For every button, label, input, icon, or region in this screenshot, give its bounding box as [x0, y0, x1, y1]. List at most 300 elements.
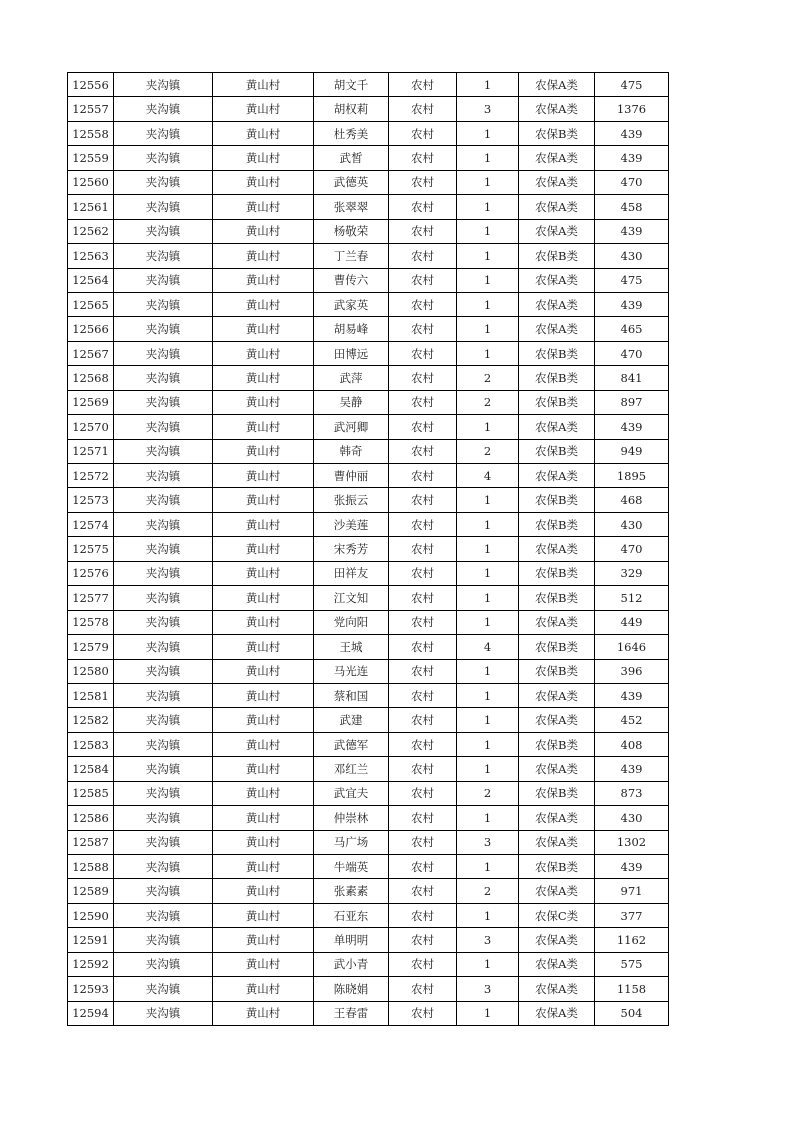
cell-village: 黄山村: [213, 121, 314, 145]
cell-insurance-type: 农保A类: [519, 146, 595, 170]
table-row: [68, 781, 669, 805]
cell-area-type: 农村: [389, 73, 457, 97]
cell-amount: 512: [595, 586, 669, 610]
cell-household-count: 3: [457, 97, 519, 121]
cell-person-name: 田博远: [314, 341, 389, 365]
cell-area-type: 农村: [389, 292, 457, 316]
cell-household-count: 1: [457, 317, 519, 341]
cell-record-id: 12568: [68, 366, 114, 390]
cell-amount: 475: [595, 73, 669, 97]
cell-person-name: 胡权莉: [314, 97, 389, 121]
table-row: [68, 977, 669, 1001]
cell-amount: 504: [595, 1001, 669, 1025]
cell-village: 黄山村: [213, 708, 314, 732]
cell-household-count: 1: [457, 537, 519, 561]
cell-insurance-type: 农保A类: [519, 97, 595, 121]
cell-person-name: 曹传六: [314, 268, 389, 292]
cell-insurance-type: 农保B类: [519, 586, 595, 610]
cell-area-type: 农村: [389, 146, 457, 170]
cell-insurance-type: 农保A类: [519, 1001, 595, 1025]
cell-record-id: 12566: [68, 317, 114, 341]
cell-person-name: 武德军: [314, 732, 389, 756]
cell-town: 夹沟镇: [114, 537, 213, 561]
table-row: [68, 537, 669, 561]
cell-person-name: 武萍: [314, 366, 389, 390]
cell-insurance-type: 农保A类: [519, 317, 595, 341]
cell-town: 夹沟镇: [114, 903, 213, 927]
cell-amount: 1162: [595, 928, 669, 952]
cell-amount: 841: [595, 366, 669, 390]
cell-record-id: 12569: [68, 390, 114, 414]
cell-town: 夹沟镇: [114, 586, 213, 610]
cell-insurance-type: 农保B类: [519, 121, 595, 145]
cell-household-count: 1: [457, 244, 519, 268]
cell-household-count: 2: [457, 366, 519, 390]
cell-record-id: 12571: [68, 439, 114, 463]
cell-record-id: 12582: [68, 708, 114, 732]
cell-town: 夹沟镇: [114, 659, 213, 683]
cell-insurance-type: 农保A类: [519, 952, 595, 976]
table-row: [68, 586, 669, 610]
cell-household-count: 2: [457, 390, 519, 414]
cell-amount: 430: [595, 806, 669, 830]
cell-person-name: 武家英: [314, 292, 389, 316]
cell-village: 黄山村: [213, 830, 314, 854]
table-row: [68, 952, 669, 976]
cell-insurance-type: 农保A类: [519, 195, 595, 219]
cell-record-id: 12574: [68, 512, 114, 536]
cell-amount: 470: [595, 170, 669, 194]
cell-area-type: 农村: [389, 879, 457, 903]
cell-record-id: 12565: [68, 292, 114, 316]
cell-amount: 439: [595, 219, 669, 243]
cell-insurance-type: 农保B类: [519, 512, 595, 536]
cell-household-count: 4: [457, 635, 519, 659]
table-row: [68, 317, 669, 341]
cell-area-type: 农村: [389, 415, 457, 439]
cell-village: 黄山村: [213, 586, 314, 610]
cell-town: 夹沟镇: [114, 219, 213, 243]
cell-amount: 439: [595, 683, 669, 707]
table-row: [68, 292, 669, 316]
cell-insurance-type: 农保A类: [519, 977, 595, 1001]
cell-insurance-type: 农保A类: [519, 219, 595, 243]
cell-amount: 1302: [595, 830, 669, 854]
cell-person-name: 马广场: [314, 830, 389, 854]
cell-town: 夹沟镇: [114, 415, 213, 439]
cell-area-type: 农村: [389, 806, 457, 830]
cell-town: 夹沟镇: [114, 781, 213, 805]
cell-person-name: 韩奇: [314, 439, 389, 463]
cell-area-type: 农村: [389, 708, 457, 732]
cell-town: 夹沟镇: [114, 317, 213, 341]
table-row: [68, 488, 669, 512]
table-row: [68, 659, 669, 683]
cell-area-type: 农村: [389, 170, 457, 194]
cell-town: 夹沟镇: [114, 928, 213, 952]
cell-amount: 1895: [595, 464, 669, 488]
cell-insurance-type: 农保B类: [519, 732, 595, 756]
cell-household-count: 1: [457, 415, 519, 439]
cell-person-name: 蔡和国: [314, 683, 389, 707]
cell-town: 夹沟镇: [114, 244, 213, 268]
cell-household-count: 4: [457, 464, 519, 488]
cell-amount: 439: [595, 292, 669, 316]
cell-household-count: 1: [457, 586, 519, 610]
cell-area-type: 农村: [389, 268, 457, 292]
cell-town: 夹沟镇: [114, 757, 213, 781]
cell-amount: 873: [595, 781, 669, 805]
cell-amount: 439: [595, 757, 669, 781]
cell-town: 夹沟镇: [114, 683, 213, 707]
cell-area-type: 农村: [389, 464, 457, 488]
cell-area-type: 农村: [389, 586, 457, 610]
table-row: [68, 121, 669, 145]
table-row: [68, 806, 669, 830]
cell-household-count: 3: [457, 977, 519, 1001]
cell-person-name: 武小青: [314, 952, 389, 976]
cell-town: 夹沟镇: [114, 439, 213, 463]
cell-insurance-type: 农保A类: [519, 610, 595, 634]
cell-area-type: 农村: [389, 488, 457, 512]
cell-record-id: 12577: [68, 586, 114, 610]
cell-household-count: 1: [457, 855, 519, 879]
cell-record-id: 12561: [68, 195, 114, 219]
table-row: [68, 757, 669, 781]
cell-insurance-type: 农保A类: [519, 464, 595, 488]
cell-record-id: 12580: [68, 659, 114, 683]
cell-village: 黄山村: [213, 610, 314, 634]
cell-town: 夹沟镇: [114, 341, 213, 365]
cell-person-name: 马光连: [314, 659, 389, 683]
cell-record-id: 12575: [68, 537, 114, 561]
cell-area-type: 农村: [389, 219, 457, 243]
cell-household-count: 1: [457, 732, 519, 756]
cell-town: 夹沟镇: [114, 292, 213, 316]
cell-village: 黄山村: [213, 781, 314, 805]
cell-amount: 408: [595, 732, 669, 756]
table-row: [68, 268, 669, 292]
cell-town: 夹沟镇: [114, 488, 213, 512]
cell-town: 夹沟镇: [114, 561, 213, 585]
cell-area-type: 农村: [389, 341, 457, 365]
cell-record-id: 12590: [68, 903, 114, 927]
cell-person-name: 曹仲丽: [314, 464, 389, 488]
cell-village: 黄山村: [213, 806, 314, 830]
cell-person-name: 张振云: [314, 488, 389, 512]
cell-insurance-type: 农保B类: [519, 659, 595, 683]
cell-town: 夹沟镇: [114, 806, 213, 830]
cell-village: 黄山村: [213, 219, 314, 243]
cell-insurance-type: 农保B类: [519, 341, 595, 365]
table-row: [68, 903, 669, 927]
table-row: [68, 732, 669, 756]
cell-amount: 475: [595, 268, 669, 292]
cell-area-type: 农村: [389, 757, 457, 781]
cell-area-type: 农村: [389, 683, 457, 707]
cell-town: 夹沟镇: [114, 390, 213, 414]
cell-household-count: 1: [457, 561, 519, 585]
cell-household-count: 1: [457, 1001, 519, 1025]
cell-person-name: 杨敬荣: [314, 219, 389, 243]
cell-village: 黄山村: [213, 879, 314, 903]
cell-village: 黄山村: [213, 561, 314, 585]
cell-person-name: 吴静: [314, 390, 389, 414]
cell-record-id: 12581: [68, 683, 114, 707]
cell-amount: 439: [595, 146, 669, 170]
cell-amount: 1158: [595, 977, 669, 1001]
cell-village: 黄山村: [213, 977, 314, 1001]
table-row: [68, 390, 669, 414]
cell-record-id: 12576: [68, 561, 114, 585]
cell-village: 黄山村: [213, 97, 314, 121]
cell-person-name: 党向阳: [314, 610, 389, 634]
cell-amount: 468: [595, 488, 669, 512]
table-row: [68, 73, 669, 97]
cell-insurance-type: 农保A类: [519, 830, 595, 854]
cell-amount: 452: [595, 708, 669, 732]
cell-record-id: 12572: [68, 464, 114, 488]
cell-insurance-type: 农保A类: [519, 268, 595, 292]
cell-insurance-type: 农保A类: [519, 292, 595, 316]
cell-area-type: 农村: [389, 195, 457, 219]
table-row: [68, 464, 669, 488]
cell-household-count: 2: [457, 439, 519, 463]
cell-person-name: 牛端英: [314, 855, 389, 879]
cell-person-name: 石亚东: [314, 903, 389, 927]
cell-town: 夹沟镇: [114, 121, 213, 145]
cell-area-type: 农村: [389, 244, 457, 268]
cell-insurance-type: 农保A类: [519, 806, 595, 830]
table-row: [68, 1001, 669, 1025]
table-row: [68, 610, 669, 634]
cell-town: 夹沟镇: [114, 1001, 213, 1025]
cell-person-name: 沙美莲: [314, 512, 389, 536]
cell-amount: 377: [595, 903, 669, 927]
cell-amount: 329: [595, 561, 669, 585]
cell-household-count: 1: [457, 512, 519, 536]
cell-amount: 430: [595, 512, 669, 536]
table-row: [68, 683, 669, 707]
cell-insurance-type: 农保B类: [519, 781, 595, 805]
cell-record-id: 12579: [68, 635, 114, 659]
cell-town: 夹沟镇: [114, 977, 213, 1001]
cell-insurance-type: 农保B类: [519, 855, 595, 879]
cell-town: 夹沟镇: [114, 855, 213, 879]
cell-person-name: 武德英: [314, 170, 389, 194]
cell-record-id: 12591: [68, 928, 114, 952]
cell-insurance-type: 农保B类: [519, 366, 595, 390]
cell-record-id: 12578: [68, 610, 114, 634]
cell-record-id: 12573: [68, 488, 114, 512]
cell-amount: 1376: [595, 97, 669, 121]
cell-village: 黄山村: [213, 415, 314, 439]
table-row: [68, 415, 669, 439]
cell-amount: 897: [595, 390, 669, 414]
cell-village: 黄山村: [213, 195, 314, 219]
cell-person-name: 陈晓娟: [314, 977, 389, 1001]
cell-amount: 430: [595, 244, 669, 268]
cell-town: 夹沟镇: [114, 170, 213, 194]
cell-household-count: 3: [457, 830, 519, 854]
cell-record-id: 12570: [68, 415, 114, 439]
cell-person-name: 单明明: [314, 928, 389, 952]
cell-town: 夹沟镇: [114, 146, 213, 170]
table-row: [68, 879, 669, 903]
cell-village: 黄山村: [213, 952, 314, 976]
cell-record-id: 12556: [68, 73, 114, 97]
cell-household-count: 1: [457, 73, 519, 97]
cell-record-id: 12589: [68, 879, 114, 903]
cell-household-count: 1: [457, 146, 519, 170]
cell-record-id: 12559: [68, 146, 114, 170]
cell-insurance-type: 农保A类: [519, 73, 595, 97]
cell-village: 黄山村: [213, 439, 314, 463]
cell-household-count: 1: [457, 292, 519, 316]
cell-area-type: 农村: [389, 317, 457, 341]
cell-amount: 465: [595, 317, 669, 341]
cell-record-id: 12588: [68, 855, 114, 879]
cell-village: 黄山村: [213, 757, 314, 781]
table-row: [68, 219, 669, 243]
cell-household-count: 1: [457, 170, 519, 194]
cell-record-id: 12593: [68, 977, 114, 1001]
cell-amount: 575: [595, 952, 669, 976]
table-row: [68, 830, 669, 854]
cell-insurance-type: 农保A类: [519, 928, 595, 952]
cell-area-type: 农村: [389, 1001, 457, 1025]
cell-record-id: 12585: [68, 781, 114, 805]
cell-area-type: 农村: [389, 977, 457, 1001]
cell-insurance-type: 农保B类: [519, 488, 595, 512]
cell-amount: 396: [595, 659, 669, 683]
table-row: [68, 635, 669, 659]
cell-village: 黄山村: [213, 170, 314, 194]
cell-insurance-type: 农保C类: [519, 903, 595, 927]
table-row: [68, 439, 669, 463]
cell-household-count: 1: [457, 121, 519, 145]
cell-insurance-type: 农保A类: [519, 757, 595, 781]
cell-amount: 439: [595, 121, 669, 145]
cell-insurance-type: 农保A类: [519, 170, 595, 194]
cell-village: 黄山村: [213, 73, 314, 97]
cell-town: 夹沟镇: [114, 268, 213, 292]
cell-household-count: 2: [457, 879, 519, 903]
cell-record-id: 12584: [68, 757, 114, 781]
cell-amount: 971: [595, 879, 669, 903]
cell-amount: 949: [595, 439, 669, 463]
cell-village: 黄山村: [213, 659, 314, 683]
cell-household-count: 2: [457, 781, 519, 805]
cell-insurance-type: 农保B类: [519, 561, 595, 585]
table-row: [68, 561, 669, 585]
cell-record-id: 12592: [68, 952, 114, 976]
cell-amount: 439: [595, 855, 669, 879]
cell-village: 黄山村: [213, 268, 314, 292]
cell-person-name: 胡易峰: [314, 317, 389, 341]
cell-person-name: 王春雷: [314, 1001, 389, 1025]
cell-area-type: 农村: [389, 928, 457, 952]
cell-record-id: 12586: [68, 806, 114, 830]
cell-village: 黄山村: [213, 855, 314, 879]
cell-record-id: 12563: [68, 244, 114, 268]
cell-village: 黄山村: [213, 366, 314, 390]
cell-household-count: 1: [457, 610, 519, 634]
cell-amount: 470: [595, 341, 669, 365]
cell-town: 夹沟镇: [114, 195, 213, 219]
cell-area-type: 农村: [389, 537, 457, 561]
table-row: [68, 146, 669, 170]
cell-person-name: 江文知: [314, 586, 389, 610]
cell-record-id: 12557: [68, 97, 114, 121]
cell-town: 夹沟镇: [114, 97, 213, 121]
cell-household-count: 1: [457, 195, 519, 219]
cell-town: 夹沟镇: [114, 464, 213, 488]
cell-insurance-type: 农保A类: [519, 708, 595, 732]
cell-village: 黄山村: [213, 464, 314, 488]
table-body: [68, 73, 669, 1026]
cell-village: 黄山村: [213, 928, 314, 952]
cell-village: 黄山村: [213, 488, 314, 512]
cell-area-type: 农村: [389, 855, 457, 879]
cell-household-count: 1: [457, 757, 519, 781]
cell-amount: 470: [595, 537, 669, 561]
cell-town: 夹沟镇: [114, 73, 213, 97]
cell-person-name: 宋秀芳: [314, 537, 389, 561]
table-row: [68, 366, 669, 390]
cell-area-type: 农村: [389, 121, 457, 145]
cell-household-count: 1: [457, 806, 519, 830]
cell-area-type: 农村: [389, 659, 457, 683]
cell-household-count: 1: [457, 341, 519, 365]
cell-person-name: 田祥友: [314, 561, 389, 585]
cell-village: 黄山村: [213, 244, 314, 268]
cell-town: 夹沟镇: [114, 366, 213, 390]
cell-person-name: 武皙: [314, 146, 389, 170]
cell-person-name: 胡文千: [314, 73, 389, 97]
cell-record-id: 12562: [68, 219, 114, 243]
table-row: [68, 708, 669, 732]
records-table: [67, 72, 669, 1026]
cell-area-type: 农村: [389, 830, 457, 854]
cell-record-id: 12567: [68, 341, 114, 365]
cell-village: 黄山村: [213, 317, 314, 341]
cell-person-name: 杜秀美: [314, 121, 389, 145]
cell-town: 夹沟镇: [114, 512, 213, 536]
cell-town: 夹沟镇: [114, 732, 213, 756]
cell-insurance-type: 农保B类: [519, 439, 595, 463]
cell-person-name: 武建: [314, 708, 389, 732]
cell-person-name: 邓红兰: [314, 757, 389, 781]
cell-insurance-type: 农保B类: [519, 635, 595, 659]
table-row: [68, 512, 669, 536]
cell-village: 黄山村: [213, 683, 314, 707]
cell-area-type: 农村: [389, 781, 457, 805]
cell-area-type: 农村: [389, 952, 457, 976]
cell-village: 黄山村: [213, 146, 314, 170]
cell-area-type: 农村: [389, 561, 457, 585]
cell-person-name: 张翠翠: [314, 195, 389, 219]
cell-village: 黄山村: [213, 732, 314, 756]
cell-town: 夹沟镇: [114, 830, 213, 854]
cell-village: 黄山村: [213, 903, 314, 927]
cell-person-name: 武宜夫: [314, 781, 389, 805]
cell-household-count: 1: [457, 952, 519, 976]
table-row: [68, 855, 669, 879]
cell-village: 黄山村: [213, 292, 314, 316]
cell-record-id: 12558: [68, 121, 114, 145]
cell-person-name: 武河卿: [314, 415, 389, 439]
